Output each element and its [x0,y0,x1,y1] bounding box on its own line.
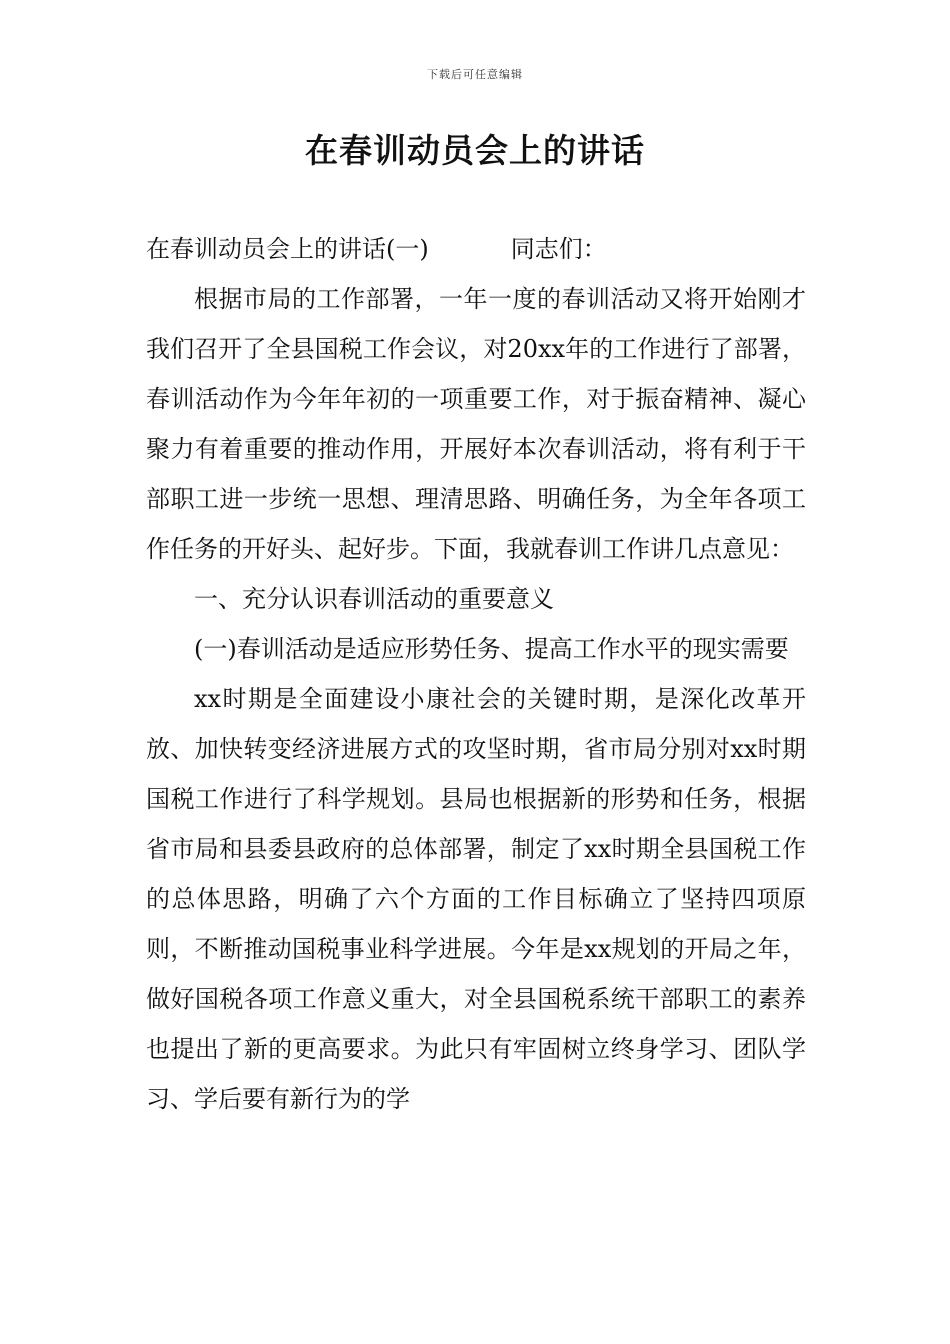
header-note: 下载后可任意编辑 [427,68,523,81]
intro-line [146,224,806,274]
document-title: 在春训动员会上的讲话 [305,131,645,170]
document-body [146,224,806,1124]
subsection-heading-1: (一)春训活动是适应形势任务、提高工作水平的现实需要 [194,635,789,663]
section-heading-1: 一、充分认识春训活动的重要意义 [194,585,554,613]
intro-subtitle: 在春训动员会上的讲话(一) [146,235,429,263]
paragraph-body-1: xx时期是全面建设小康社会的关键时期，是深化改革开放、加快转变经济进展方式的攻坚时期，省市局分别对xx时期国税工作进行了科学规划。县局也根据新的形势和任务，根据省市局和县委县政府的总体部署，制定了xx时期全县国税工作的总体思路，明确了六个方面的工作目标确立了坚持四项原则，不断推动国税事业科学进展。今年是xx规划的开局之年，做好国税各项工作意义重大，对全县国税系统干部职工的素养也提出了新的更高要求。为此只有牢固树立终身学习、团队学习、学后要有新行为的学 [146,685,806,1113]
intro-greeting: 同志们： [510,235,607,263]
paragraph-opening: 根据市局的工作部署，一年一度的春训活动又将开始刚才我们召开了全县国税工作会议，对20xx年的工作进行了部署，春训活动作为今年年初的一项重要工作，对于振奋精神、凝心聚力有着重要的推动作用，开展好本次春训活动，将有利于干部职工进一步统一思想、理清思路、明确任务，为全年各项工作任务的开好头、起好步。下面，我就春训工作讲几点意见： [146,285,806,563]
